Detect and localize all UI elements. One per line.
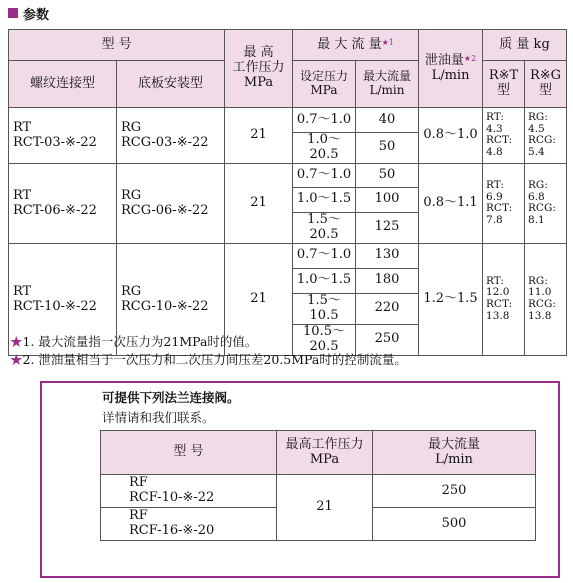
flange-model-line: RF [129, 508, 148, 524]
header-rt-text2: 型 [497, 83, 511, 98]
thread-model-line: RCT-06-※-22 [13, 203, 97, 219]
flange-table-wrap [100, 430, 535, 541]
parameters-table [8, 29, 567, 356]
max-flow-value: 100 [356, 187, 419, 212]
header-model: 型 号 [9, 30, 225, 61]
set-pressure-value: 1.0～1.5 [293, 187, 356, 212]
rt-mass [483, 243, 525, 355]
flange-header-model: 型 号 [101, 431, 277, 475]
rg-mass-line: RCG: [528, 298, 556, 311]
rt-mass-line: RT: [486, 110, 504, 123]
flange-flow-value: 500 [373, 508, 536, 541]
rg-mass-line: RG: [528, 110, 548, 123]
flange-model-line: RCF-16-※-20 [129, 523, 215, 538]
max-flow-value: 180 [356, 268, 419, 293]
rt-mass-line: RT: [486, 274, 504, 287]
flange-table [100, 430, 536, 541]
leak-value: 0.8～1.1 [419, 163, 483, 243]
section-title-text: 参数 [23, 7, 50, 23]
rt-mass-line: 13.8 [486, 309, 510, 322]
rg-mass-line: RG: [528, 274, 548, 287]
max-flow-value: 40 [356, 108, 419, 133]
section-title [8, 4, 49, 22]
plate-model-line: RCG-10-※-22 [121, 299, 209, 315]
header-pressure [225, 30, 293, 108]
rg-mass-line: 4.5 [528, 122, 545, 135]
max-flow-value: 50 [356, 163, 419, 187]
pressure-value: 21 [225, 108, 293, 164]
footnote-1 [10, 333, 407, 351]
rt-mass-line: 6.9 [486, 190, 503, 203]
max-flow-value: 125 [356, 212, 419, 243]
rg-mass-line: RCG: [528, 134, 556, 147]
flange-header-pressure [277, 431, 373, 475]
rg-mass-line: 11.0 [528, 286, 552, 299]
header-mass: 质 量 kg [483, 30, 567, 61]
header-rg-text: R※G [529, 68, 562, 84]
header-max-flow [356, 61, 419, 108]
flange-model-line: RCF-10-※-22 [129, 490, 215, 505]
rt-mass-line: 7.8 [486, 214, 503, 227]
flange-title: 可提供下列法兰连接阀。 [102, 390, 240, 405]
thread-model-line: RT [13, 283, 32, 299]
square-bullet-icon [8, 8, 18, 18]
set-pressure-value: 1.0～20.5 [293, 133, 356, 164]
header-set-pressure [293, 61, 356, 108]
rt-mass [483, 108, 525, 164]
max-flow-value: 220 [356, 293, 419, 324]
thread-model-03 [9, 108, 117, 164]
leak-value: 0.8～1.0 [419, 108, 483, 164]
plate-model-line: RG [121, 283, 142, 299]
parameters-table-wrap [8, 29, 566, 356]
header-maxflow-text: 最 大 流 量 [317, 36, 382, 52]
rt-mass-line: RT: [486, 178, 504, 191]
rg-mass-line: 8.1 [528, 214, 545, 227]
rg-mass-line: 13.8 [528, 309, 552, 322]
rg-mass [525, 163, 567, 243]
flange-header-flow [373, 431, 536, 475]
rt-mass-line: 4.8 [486, 146, 503, 159]
set-pressure-value: 1.5～10.5 [293, 293, 356, 324]
flange-header-pressure-text: 最高工作压力 [285, 436, 364, 452]
set-pressure-value: 0.7～1.0 [293, 108, 356, 133]
header-rg [525, 61, 567, 108]
rt-mass-line: RCT: [486, 134, 513, 147]
star-icon: ★ [10, 352, 23, 367]
thread-model-line: RCT-10-※-22 [13, 299, 97, 315]
rg-mass-line: 5.4 [528, 146, 545, 159]
flange-model-line: RF [129, 475, 148, 491]
header-leak [419, 30, 483, 108]
set-pressure-value: 1.5～20.5 [293, 212, 356, 243]
header-rt [483, 61, 525, 108]
header-rt-text: R※T [488, 68, 519, 84]
header-rg-text2: 型 [539, 83, 553, 98]
rg-mass-line: RCG: [528, 202, 556, 215]
rt-mass-line: 4.3 [486, 122, 503, 135]
plate-model-line: RG [121, 187, 142, 203]
header-plate: 底板安装型 [117, 61, 225, 108]
star-icon: ★ [10, 334, 23, 349]
header-max-flow-text: 最大流量 [363, 69, 412, 84]
rg-mass [525, 108, 567, 164]
header-pressure-unit: MPa [243, 74, 274, 90]
footnote-text: 1. 最大流量指一次压力为21MPa时的值。 [22, 334, 258, 349]
max-flow-value: 130 [356, 243, 419, 268]
table-row [101, 475, 536, 508]
plate-model-06 [117, 163, 225, 243]
header-thread: 螺纹连接型 [9, 61, 117, 108]
flange-model-10 [101, 475, 277, 508]
pressure-value: 21 [225, 243, 293, 355]
rt-mass-line: 12.0 [486, 286, 510, 299]
pressure-value: 21 [225, 163, 293, 243]
rt-mass-line: RCT: [486, 202, 513, 215]
rt-mass-line: RCT: [486, 298, 513, 311]
flange-pressure-value: 21 [277, 475, 373, 541]
flange-subtitle: 详情请和我们联系。 [102, 410, 215, 425]
flange-model-16 [101, 508, 277, 541]
set-pressure-value: 0.7～1.0 [293, 243, 356, 268]
set-pressure-value: 10.5～20.5 [293, 324, 356, 355]
thread-model-06 [9, 163, 117, 243]
header-pressure-line2: 工作压力 [232, 60, 285, 76]
rt-mass [483, 163, 525, 243]
plate-model-line: RCG-06-※-22 [121, 203, 209, 219]
rg-mass [525, 243, 567, 355]
leak-value: 1.2～1.5 [419, 243, 483, 355]
header-leak-text: 泄油量 [424, 52, 464, 68]
plate-model-03 [117, 108, 225, 164]
footnote-2 [10, 351, 407, 369]
table-row [9, 243, 567, 268]
plate-model-line: RG [121, 119, 142, 135]
header-pressure-line1: 最 高 [243, 45, 274, 61]
footnote-text: 2. 泄油量相当于一次压力和二次压力间压差20.5MPa时的控制流量。 [22, 352, 407, 367]
flange-box [40, 381, 560, 578]
table-row [9, 163, 567, 187]
thread-model-line: RT [13, 119, 32, 135]
flange-header-flow-unit: L/min [435, 451, 473, 467]
thread-model-line: RCT-03-※-22 [13, 135, 97, 151]
set-pressure-value: 0.7～1.0 [293, 163, 356, 187]
header-set-pressure-text: 设定压力 [300, 69, 349, 84]
flange-header-pressure-unit: MPa [309, 451, 340, 467]
max-flow-value: 50 [356, 133, 419, 164]
star-1-icon: ★1 [381, 37, 394, 47]
max-flow-value: 250 [356, 324, 419, 355]
header-set-pressure-unit: MPa [310, 83, 338, 97]
rg-mass-line: 6.8 [528, 190, 545, 203]
flange-flow-value: 250 [373, 475, 536, 508]
header-max-flow-unit: L/min [369, 83, 405, 97]
footnotes [10, 333, 407, 369]
header-maxflow [293, 30, 419, 61]
header-leak-unit: L/min [431, 67, 470, 83]
star-2-icon: ★2 [463, 53, 477, 63]
set-pressure-value: 1.0～1.5 [293, 268, 356, 293]
plate-model-line: RCG-03-※-22 [121, 135, 209, 151]
thread-model-line: RT [13, 187, 32, 203]
table-row [9, 108, 567, 133]
flange-header-flow-text: 最大流量 [427, 436, 480, 452]
rg-mass-line: RG: [528, 178, 548, 191]
